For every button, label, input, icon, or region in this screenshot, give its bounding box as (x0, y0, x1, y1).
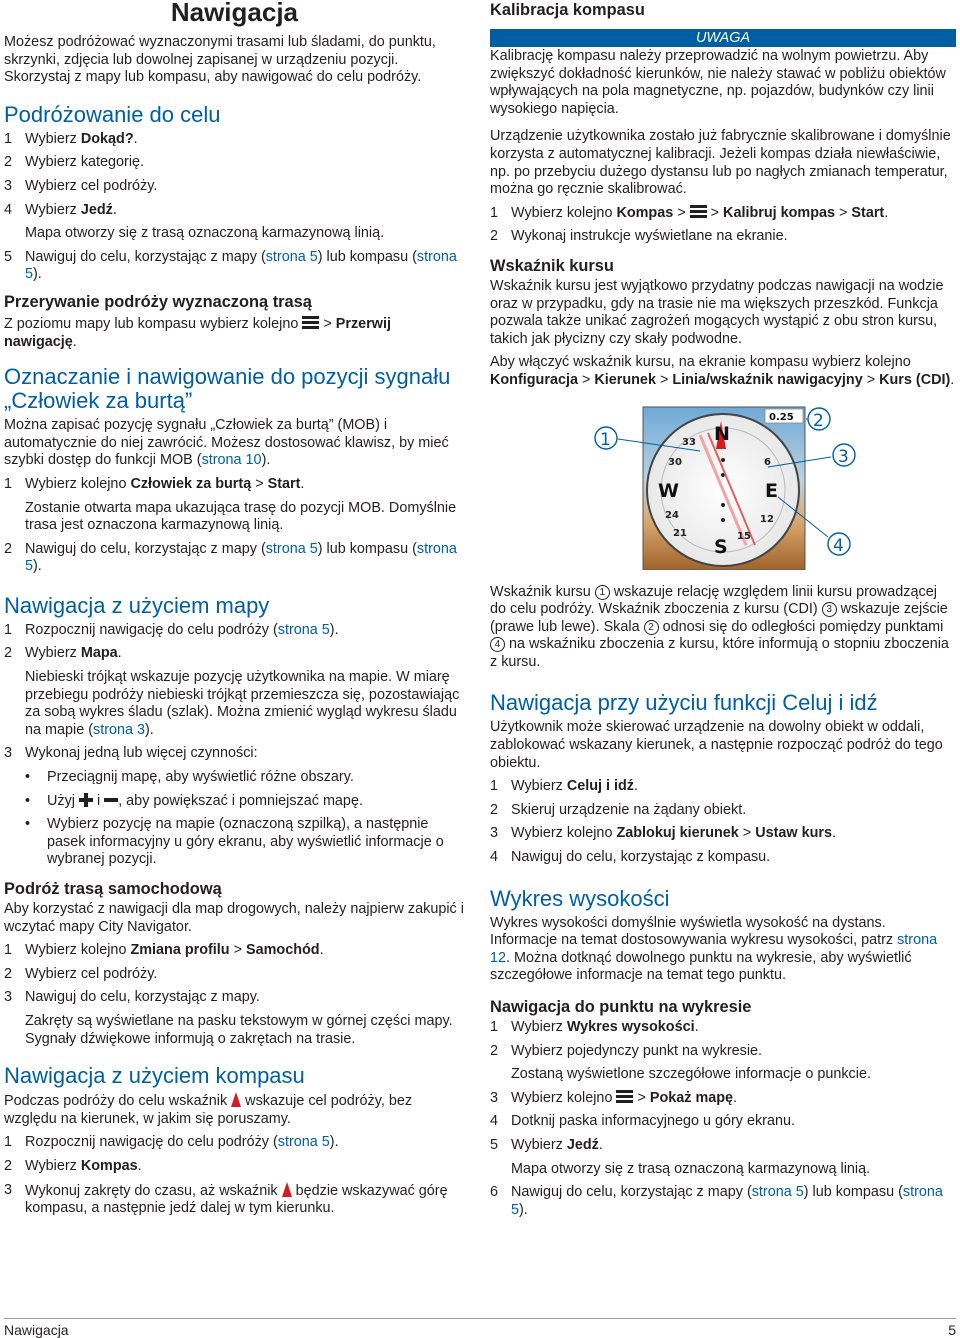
heading-podrozowanie: Podróżowanie do celu (4, 101, 221, 127)
bullet-item: • Użyj i , aby powiększać i pomniejszać mapę. (25, 792, 363, 809)
step: 3 Wykonuj zakręty do czasu, aż wskaźnik będzie wskazywać górę kompasu, a następnie jedź dalej w tym kierunku. (4, 1181, 448, 1217)
step: 1 Wybierz Dokąd?. (4, 130, 138, 147)
bullet-item: • Wybierz pozycję na mapie (oznaczoną szpilką), a następnie pasek informacyjny u góry ekranu, aby wyświetlić informacje o wybranej pozycji. (25, 816, 444, 868)
pointer-arrow-icon (282, 1182, 292, 1197)
note-label: UWAGA (490, 29, 956, 47)
page-link[interactable]: strona 5 (277, 1134, 330, 1151)
callout-4 (828, 533, 850, 556)
paragraph: Można zapisać pozycję sygnału „Człowiek za burtą” (MOB) i automatycznie do niej zawrócić. Możesz dostosować klawisz, by mieć szybki dostęp do funkcji MOB (strona 10). (4, 417, 449, 469)
step-note: Zostanie otwarta mapa ukazująca trasę do pozycji MOB. Domyślnie trasa jest oznaczona karmazynową linią. (25, 499, 457, 534)
paragraph: Użytkownik może skierować urządzenie na dowolny obiekt w oddali, zablokować wskazany kierunek, a następnie rozpocząć podróż do tego obiektu. (490, 719, 943, 771)
bullet-item: • Przeciągnij mapę, aby wyświetlić różne obszary. (25, 769, 354, 786)
step: 5 Nawiguj do celu, korzystając z mapy (strona 5) lub kompasu (strona 5). (4, 248, 457, 283)
page-link[interactable]: strona 5 (265, 248, 318, 265)
step: 1 Wybierz kolejno Człowiek za burtą > Start. (4, 475, 305, 492)
cardinal-E: E (765, 479, 778, 502)
step: 6 Nawiguj do celu, korzystając z mapy (strona 5) lub kompasu (strona 5). (490, 1184, 943, 1218)
dial-number: 15 (737, 530, 751, 542)
callout-2 (808, 408, 830, 431)
step: 1 Rozpocznij nawigację do celu podróży (strona 5). (4, 1134, 339, 1151)
step: 4 Nawiguj do celu, korzystając z kompasu. (490, 849, 771, 866)
compass-figure (490, 405, 956, 570)
heading-punkt-wykres: Nawigacja do punktu na wykresie (490, 998, 752, 1016)
left-column (4, 0, 466, 1224)
menu-icon (302, 316, 319, 329)
cardinal-S: S (714, 535, 728, 558)
page-link[interactable]: strona 3 (93, 721, 145, 738)
step: 1 Wybierz Wykres wysokości. (490, 1019, 699, 1035)
right-column (490, 0, 956, 1225)
paragraph: Wykres wysokości domyślnie wyświetla wysokość na dystans. Informacje na temat dostosowywania wykresu wysokości, patrz strona 12. Można dotknąć dowolnego punktu na wykresie, aby wyświetlić szczegółowe informacje na temat tego punktu. (490, 914, 938, 984)
zoom-in-icon (79, 793, 93, 807)
page-link[interactable]: strona 5 (25, 248, 457, 283)
step: 2 Wybierz pojedynczy punkt na wykresie. (490, 1042, 763, 1059)
zoom-out-icon (104, 798, 118, 802)
menu-icon (690, 205, 707, 218)
heading-kompas: Nawigacja z użyciem kompasu (4, 1063, 305, 1089)
pointer-arrow-icon (231, 1092, 241, 1107)
step: 2 Wybierz kategorię. (4, 154, 145, 171)
step: 3 Nawiguj do celu, korzystając z mapy. (4, 989, 260, 1006)
step: 5 Wybierz Jedź. (490, 1136, 603, 1153)
dial-number: 6 (764, 456, 771, 468)
step-note: Mapa otworzy się z trasą oznaczoną karmazynową linią. (511, 1160, 871, 1177)
heading-celuj: Nawigacja przy użyciu funkcji Celuj i idź (490, 690, 878, 716)
dial-number: 24 (665, 509, 679, 521)
step: 4 Wybierz Jedź. (4, 201, 117, 218)
dial-number: 12 (760, 513, 774, 525)
callout-ref: 3 (822, 602, 837, 617)
page-link[interactable]: strona 5 (511, 1184, 943, 1218)
step: 1 Wybierz kolejno Kompas > > Kalibruj kompas > Start. (490, 204, 889, 221)
step: 1 Wybierz kolejno Zmiana profilu > Samochód. (4, 942, 324, 959)
dial-number: 33 (682, 436, 696, 448)
step: 3 Wykonaj jedną lub więcej czynności: (4, 745, 258, 762)
dial-number: 21 (673, 527, 687, 539)
step: 2 Wybierz cel podróży. (4, 965, 158, 982)
heading-samochod: Podróż trasą samochodową (4, 880, 222, 898)
svg-text:3: 3 (838, 446, 849, 467)
heading-wskaznik: Wskaźnik kursu (490, 256, 614, 275)
paragraph: Aby włączyć wskaźnik kursu, na ekranie kompasu wybierz kolejno Konfiguracja > Kierunek > Linia/wskaźnik nawigacyjny > Kurs (CDI). (490, 354, 955, 388)
svg-text:2: 2 (813, 410, 824, 431)
page-footer (4, 1318, 956, 1338)
footer-section: Nawigacja (4, 1322, 69, 1338)
dial-number: 30 (668, 456, 682, 468)
svg-text:1: 1 (600, 429, 611, 450)
heading-wykres: Wykres wysokości (490, 885, 670, 911)
paragraph: Podczas podróży do celu wskaźnik wskazuje cel podróży, bez względu na kierunek, w jakim się poruszamy. (4, 1093, 413, 1127)
paragraph: Aby korzystać z nawigacji dla map drogowych, należy najpierw zakupić i wczytać mapy City Navigator. (4, 901, 464, 935)
step: 2 Wykonaj instrukcje wyświetlane na ekranie. (490, 228, 788, 245)
callout-ref: 2 (644, 620, 659, 635)
paragraph: Wskaźnik kursu jest wyjątkowo przydatny podczas nawigacji na wodzie oraz w przypadku, gdy na trasie nie ma większych przeszkód. Funkcja pozwala także unikać zagrożeń mogących wystąpić z obu stron kursu, takich jak płycizny czy skały podwodne. (490, 277, 944, 347)
step: 1 Wybierz Celuj i idź. (490, 778, 639, 795)
heading-przerywanie: Przerywanie podróży wyznaczoną trasą (4, 292, 312, 311)
step-note: Niebieski trójkąt wskazuje pozycję użytkownika na mapie. W miarę przebiegu podróży niebieski trójkąt przemieszcza się, pozostawiając za sobą wykres śladu (szlak). Można zmienić wygląd wykresu śladu na mapie (strona 3). (25, 669, 460, 738)
note-box (490, 29, 956, 118)
page-link[interactable]: strona 5 (265, 540, 318, 557)
svg-text:4: 4 (833, 535, 844, 556)
heading-kalibracja: Kalibracja kompasu (490, 1, 645, 19)
step-note: Mapa otworzy się z trasą oznaczoną karmazynową linią. (25, 225, 385, 242)
step: 4 Dotknij paska informacyjnego u góry ekranu. (490, 1113, 795, 1130)
menu-icon (616, 1090, 633, 1103)
compass-illustration (490, 405, 956, 570)
step: 3 Wybierz cel podróży. (4, 177, 158, 194)
step-note: Zakręty są wyświetlane na pasku tekstowym w górnej części mapy. Sygnały dźwiękowe informują o zakrętach na trasie. (25, 1012, 453, 1047)
page-link[interactable]: strona 5 (25, 540, 457, 575)
page-title: Nawigacja (170, 0, 298, 27)
page-link[interactable]: strona 10 (201, 452, 262, 469)
cardinal-W: W (658, 479, 679, 502)
heading-mapa: Nawigacja z użyciem mapy (4, 592, 270, 618)
note-text: Kalibrację kompasu należy przeprowadzić na wolnym powietrzu. Aby zwiększyć dokładność kierunków, nie należy stawać w pobliżu obiektów wpływających na pola magnetyczne, np. pojazdów, budynków czy linii wysokiego napięcia. (490, 48, 946, 117)
step: 1 Rozpocznij nawigację do celu podróży (strona 5). (4, 621, 339, 638)
page-link[interactable]: strona 12 (490, 932, 938, 966)
scale-label: 0.25 (769, 411, 794, 423)
callout-3 (833, 444, 855, 467)
step: 2 Skieruj urządzenie na żądany obiekt. (490, 801, 747, 818)
heading-mob: Oznaczanie i nawigowanie do pozycji sygnału „Człowiek za burtą” (4, 364, 451, 414)
step-note: Zostaną wyświetlone szczegółowe informacje o punkcie. (511, 1066, 871, 1083)
cardinal-N: N (714, 422, 730, 445)
paragraph: Z poziomu mapy lub kompasu wybierz kolejno > Przerwij nawigację. (4, 315, 391, 350)
callout-ref: 4 (490, 637, 505, 652)
intro-paragraph: Możesz podróżować wyznaczonymi trasami lub śladami, do punktu, skrzynki, zdjęcia lub dowolnej zapisanej w urządzeniu pozycji. Skorzystaj z mapy lub kompasu, aby nawigować do celu podróży. (4, 34, 436, 86)
callout-ref: 1 (595, 585, 610, 600)
step: 2 Nawiguj do celu, korzystając z mapy (strona 5) lub kompasu (strona 5). (4, 540, 457, 575)
step: 3 Wybierz kolejno > Pokaż mapę. (490, 1089, 738, 1106)
page-link[interactable]: strona 5 (277, 621, 330, 638)
callout-1 (595, 427, 617, 450)
paragraph: Wskaźnik kursu 1 wskazuje relację względem linii kursu prowadzącej do celu podróży. Wskaźnik zboczenia z kursu (CDI) 3 wskazuje zejście (prawe lub lewe). Skala 2 odnosi się do odległości pomiędzy punktami 4 na wskaźniku zboczenia z kursu, które informują o stopniu zboczenia z kursu. (490, 583, 949, 670)
page-number: 5 (948, 1322, 956, 1338)
step: 2 Wybierz Kompas. (4, 1157, 142, 1174)
step: 2 Wybierz Mapa. (4, 645, 122, 662)
paragraph: Urządzenie użytkownika zostało już fabrycznie skalibrowane i domyślnie korzysta z automatycznej kalibracji. Jeżeli kompas działa niewłaściwie, np. po przebyciu dużego dystansu lub po nagłych zmianach temperatur, można go ręcznie skalibrować. (490, 128, 951, 198)
step: 3 Wybierz kolejno Zablokuj kierunek > Ustaw kurs. (490, 825, 836, 842)
page-link[interactable]: strona 5 (751, 1184, 804, 1201)
